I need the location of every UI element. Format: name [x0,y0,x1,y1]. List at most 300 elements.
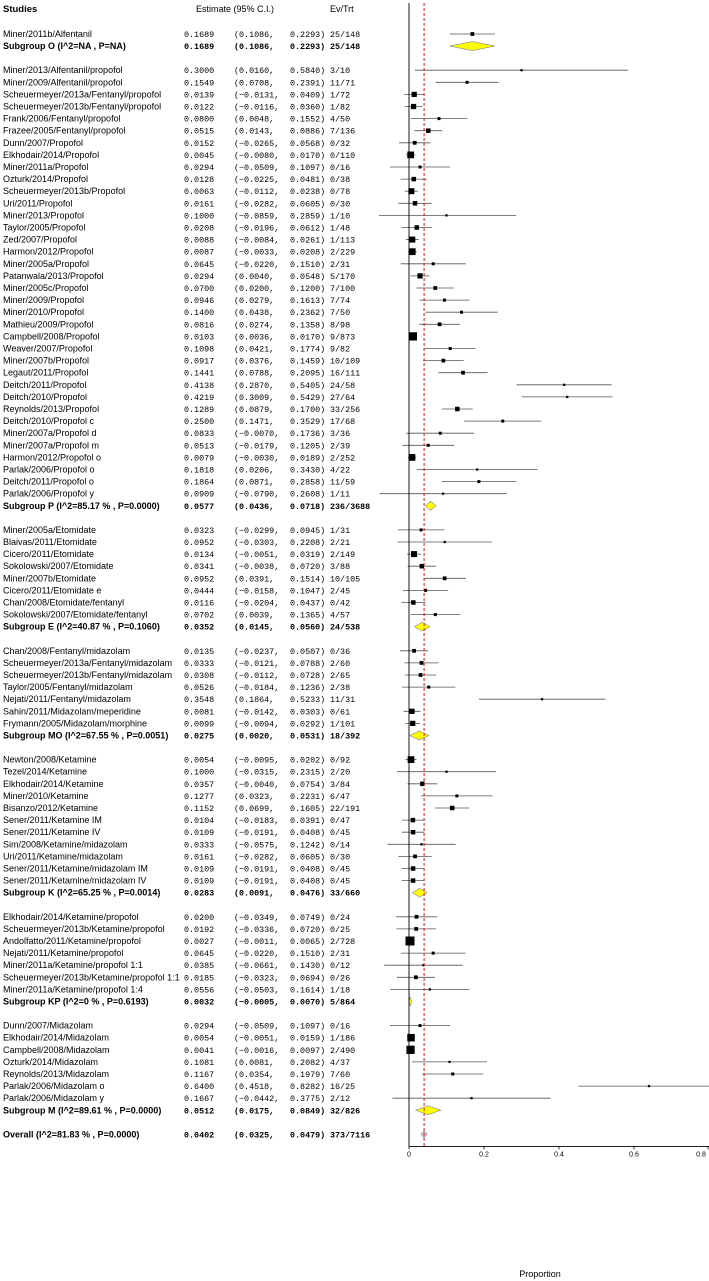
ci-upper-value: 0.0886) [290,126,326,137]
estimate-value: 0.1277 [184,791,215,802]
study-label: Legaut/2011/Propofol [3,367,89,378]
ci-lower-value: (0.0871, [234,477,275,488]
study-row [3,271,355,282]
study-row [3,827,350,838]
ci-upper-value: 0.3529) [290,417,326,428]
estimate-value: 0.0341 [184,562,215,573]
ci-lower-value: (−0.0179, [234,441,280,452]
ci-upper-value: 0.0408) [290,828,326,839]
study-row [3,537,350,548]
events-over-total: 7/136 [330,126,356,137]
ci-lower-value: (−0.0575, [234,840,280,851]
ci-lower-value: (0.0788, [234,368,275,379]
ci-upper-value: 0.0170) [290,150,326,161]
estimate-value: 0.0054 [184,1033,215,1044]
point-estimate-square [450,806,455,811]
ci-lower-value: (0.2870, [234,380,275,391]
estimate-value: 0.0275 [184,731,215,742]
events-over-total: 0/45 [330,876,351,887]
study-row [3,138,350,149]
estimate-value: 0.0402 [184,1130,215,1141]
ci-lower-value: (0.0081, [234,1057,275,1068]
point-estimate-square [417,273,422,278]
events-over-total: 1/72 [330,90,351,101]
estimate-value: 0.0513 [184,441,215,452]
estimate-value: 0.1864 [184,477,215,488]
ci-lower-value: (0.0354, [234,1070,275,1080]
ci-upper-value: 0.0261) [290,235,326,246]
estimate-value: 0.1000 [184,211,215,222]
ci-upper-value: 0.0476) [290,888,326,899]
estimate-value: 0.0192 [184,924,215,935]
events-over-total: 33/256 [330,405,361,415]
ci-upper-value: 0.2293) [290,30,326,40]
study-label: Sener/2011/Ketamine/midazolam IM [3,863,148,874]
study-row [3,356,360,367]
events-over-total: 22/191 [330,804,361,814]
events-over-total: 2/12 [330,1094,351,1105]
ci-lower-value: (0.0160, [234,66,275,77]
study-row [3,126,355,137]
header-evtrt: Ev/Trt [330,4,354,14]
study-row [3,283,355,294]
ci-upper-value: 0.1514) [290,574,326,585]
point-estimate-square [427,444,430,447]
ci-lower-value: (−0.0237, [234,646,280,657]
ci-lower-value: (0.0699, [234,804,275,814]
ci-upper-value: 0.1097) [290,1021,326,1032]
study-row [3,452,355,463]
study-row [3,198,350,209]
estimate-value: 0.0032 [184,997,215,1008]
ci-lower-value: (0.0143, [234,126,275,137]
study-label: Scheuermeyer/2013a/Fentanyl/midazolam [3,657,173,668]
ci-upper-value: 0.2859) [290,211,326,222]
point-estimate-square [413,141,417,145]
study-label: Cicero/2011/Etomidate e [3,585,102,596]
study-label: Miner/2007a/Propofol m [3,440,100,451]
study-label: Elkhodair/2014/Midazolam [3,1032,110,1043]
study-row [3,235,355,246]
ci-upper-value: 0.0560) [290,622,326,633]
ci-lower-value: (−0.0040, [234,779,280,790]
events-over-total: 2/39 [330,441,351,452]
estimate-value: 0.1167 [184,1070,215,1080]
study-label: Campbell/2008/Midazolam [3,1044,110,1055]
estimate-value: 0.6400 [184,1082,215,1093]
study-label: Miner/2010/Propofol [3,307,85,318]
study-row [3,1045,355,1056]
estimate-value: 0.1152 [184,804,215,814]
estimate-value: 0.0185 [184,973,215,984]
study-label: Ozturk/2014/Midazolam [3,1056,99,1067]
events-over-total: 2/31 [330,259,351,270]
x-tick-label: 0.6 [629,1151,639,1159]
point-estimate-square [420,843,422,845]
estimate-value: 0.0385 [184,961,215,972]
ci-lower-value: (−0.0011, [234,937,280,947]
study-row [3,779,350,790]
point-estimate-square [455,407,460,412]
estimate-value: 0.0109 [184,828,215,839]
events-over-total: 4/57 [330,610,351,621]
study-label: Miner/2009/Propofol [3,295,85,306]
study-row [3,706,350,717]
ci-lower-value: (0.0040, [234,271,275,282]
ci-upper-value: 0.1047) [290,586,326,597]
point-estimate-square [409,709,414,714]
study-label: Subgroup M (I^2=89.61 % , P=0.0000) [3,1105,162,1116]
events-over-total: 0/45 [330,864,351,875]
ci-upper-value: 0.0548) [290,271,326,282]
point-estimate-square [432,952,435,955]
study-row [3,598,350,609]
events-over-total: 0/12 [330,961,351,972]
ci-upper-value: 0.2391) [290,78,326,89]
header-studies: Studies [3,4,38,15]
study-row [3,174,350,185]
point-estimate-square [409,332,417,340]
events-over-total: 2/60 [330,658,351,669]
estimate-value: 0.0946 [184,296,215,307]
ci-upper-value: 0.0481) [290,175,326,186]
summary-diamond [450,42,495,51]
ci-upper-value: 0.1242) [290,840,326,851]
point-estimate-square [466,81,469,84]
ci-upper-value: 0.1510) [290,949,326,960]
ci-lower-value: (−0.0070, [234,429,280,440]
estimate-value: 0.0952 [184,574,215,585]
study-label: Miner/2011a/Ketamine/propofol 1:4 [3,984,143,995]
summary-diamond [410,731,429,740]
ci-lower-value: (−0.0191, [234,876,280,887]
study-row [3,585,350,596]
point-estimate-square [461,371,465,375]
estimate-value: 0.0444 [184,586,215,597]
estimate-value: 0.1098 [184,344,215,355]
events-over-total: 3/88 [330,562,351,573]
study-row [3,755,350,766]
estimate-value: 0.0833 [184,429,215,440]
study-row [3,791,350,802]
ci-lower-value: (−0.0183, [234,816,280,827]
events-over-total: 1/186 [330,1033,356,1044]
study-row [3,682,350,693]
study-label: Frymann/2005/Midazolam/morphine [3,718,148,729]
study-row [3,864,350,875]
ci-lower-value: (−0.0220, [234,259,280,270]
ci-upper-value: 0.0070) [290,997,326,1008]
ci-lower-value: (−0.0303, [234,538,280,548]
point-estimate-square [419,673,423,677]
estimate-value: 0.0333 [184,658,215,669]
estimate-value: 0.4138 [184,380,215,391]
study-row [3,1033,355,1044]
overall-summary-row [3,1129,370,1140]
events-over-total: 0/16 [330,163,351,173]
x-tick-label: 0.2 [479,1151,489,1159]
ci-lower-value: (−0.0509, [234,163,280,173]
estimate-value: 0.0109 [184,876,215,887]
point-estimate-square [426,128,431,133]
events-over-total: 0/61 [330,707,351,718]
estimate-value: 0.0515 [184,126,215,137]
study-label: Miner/2013/Propofol [3,210,85,221]
estimate-value: 0.0135 [184,646,215,657]
point-estimate-square [433,286,437,290]
events-over-total: 1/11 [330,489,351,500]
estimate-value: 0.0816 [184,320,215,331]
study-row [3,380,355,391]
study-label: Parlak/2006/Propofol o [3,464,95,475]
ci-lower-value: (0.0323, [234,791,275,802]
ci-upper-value: 0.8282) [290,1082,326,1093]
ci-lower-value: (−0.0661, [234,961,280,972]
events-over-total: 10/109 [330,356,361,367]
study-row [3,948,350,959]
study-row [3,368,360,379]
ci-upper-value: 0.2082) [290,1057,326,1068]
point-estimate-square [412,177,417,182]
estimate-value: 0.0063 [184,187,215,198]
study-row [3,972,350,983]
events-over-total: 2/728 [330,937,356,947]
study-row [3,150,355,161]
study-row [3,561,350,572]
ci-upper-value: 0.0170) [290,332,326,343]
study-label: Miner/2009/Alfentanil/propofol [3,77,123,88]
study-row [3,344,350,355]
ci-lower-value: (−0.0349, [234,912,280,923]
events-over-total: 1/101 [330,719,356,730]
estimate-value: 0.1441 [184,368,215,379]
ci-lower-value: (−0.0196, [234,223,280,234]
ci-upper-value: 0.0319) [290,550,326,561]
estimate-value: 0.0917 [184,356,215,367]
ci-lower-value: (−0.0503, [234,985,280,996]
ci-lower-value: (−0.0131, [234,90,280,101]
ci-lower-value: (−0.0299, [234,525,280,536]
ci-lower-value: (0.3009, [234,392,275,403]
point-estimate-square [520,69,522,71]
study-label: Harmon/2012/Propofol o [3,452,102,463]
ci-upper-value: 0.1236) [290,683,326,694]
ci-lower-value: (0.0279, [234,296,275,307]
ci-upper-value: 0.1365) [290,610,326,621]
study-label: Taylor/2005/Fentanyl/midazolam [3,682,133,693]
study-row [3,489,350,500]
study-label: Sokolowski/2007/Etomidate/fentanyl [3,609,148,620]
estimate-value: 0.1000 [184,767,215,778]
point-estimate-square [411,104,416,109]
ci-upper-value: 0.0408) [290,876,326,887]
study-label: Harmon/2012/Propofol [3,246,94,257]
ci-upper-value: 0.2315) [290,767,326,778]
estimate-value: 0.0323 [184,525,215,536]
point-estimate-square [501,420,504,423]
ci-lower-value: (0.0708, [234,78,275,89]
events-over-total: 18/392 [330,731,361,742]
events-over-total: 2/229 [330,247,356,258]
estimate-value: 0.1689 [184,42,215,53]
study-label: Bisanzo/2012/Ketamine [3,803,99,813]
study-row [3,670,350,681]
estimate-value: 0.2500 [184,417,215,428]
events-over-total: 0/78 [330,187,351,198]
events-over-total: 0/25 [330,924,351,935]
ci-lower-value: (−0.0282, [234,852,280,863]
ci-upper-value: 0.0408) [290,864,326,875]
ci-upper-value: 0.1979) [290,1070,326,1080]
ci-lower-value: (−0.0016, [234,1045,280,1056]
estimate-value: 0.0081 [184,707,215,718]
point-estimate-square [476,468,478,470]
events-over-total: 2/65 [330,671,351,681]
study-row [3,525,350,536]
ci-lower-value: (0.0274, [234,320,275,331]
study-label: Newton/2008/Ketamine [3,754,97,765]
ci-upper-value: 0.5429) [290,392,326,403]
study-row [3,210,350,221]
estimate-value: 0.0122 [184,102,215,113]
point-estimate-square [442,493,444,495]
ci-lower-value: (0.0175, [234,1106,275,1117]
point-estimate-square [444,541,446,543]
study-label: Scheuermeyer/2013b/Ketamine/propofol 1:1 [3,972,180,983]
events-over-total: 2/149 [330,550,356,561]
point-estimate-square [443,299,446,302]
ci-upper-value: 0.2858) [290,477,326,488]
events-over-total: 2/21 [330,538,351,548]
point-estimate-square [412,92,417,97]
estimate-value: 0.0283 [184,888,215,899]
events-over-total: 1/18 [330,985,351,996]
study-row [3,924,350,935]
ci-lower-value: (−0.0184, [234,683,280,694]
ci-upper-value: 0.1459) [290,356,326,367]
ci-upper-value: 0.0437) [290,598,326,609]
study-label: Elkhodair/2014/Propofol [3,149,100,160]
events-over-total: 0/32 [330,138,351,149]
ci-upper-value: 0.1097) [290,163,326,173]
study-row [3,259,350,270]
study-label: Sokolowski/2007/Etomidate [3,561,114,572]
study-label: Weaver/2007/Propofol [3,343,93,354]
study-row [3,573,360,584]
estimate-value: 0.0208 [184,223,215,234]
point-estimate-square [411,866,416,871]
events-over-total: 2/490 [330,1045,356,1056]
ci-lower-value: (0.1471, [234,417,275,428]
study-row [3,404,360,415]
study-row [3,912,350,923]
study-row [3,718,355,729]
ci-upper-value: 0.0292) [290,719,326,730]
ci-lower-value: (−0.0442, [234,1094,280,1105]
estimate-value: 0.0134 [184,550,215,561]
estimate-value: 0.0294 [184,163,215,173]
study-label: Frank/2006/Fentanyl/propofol [3,113,121,124]
events-over-total: 33/660 [330,888,361,899]
events-over-total: 4/50 [330,114,351,125]
study-label: Tezel/2014/Ketamine [3,766,88,777]
ci-lower-value: (−0.0191, [234,864,280,875]
study-row [3,428,350,439]
ci-upper-value: 0.5233) [290,695,326,706]
point-estimate-square [445,771,447,773]
ci-lower-value: (−0.0080, [234,150,280,161]
point-estimate-square [563,384,565,386]
events-over-total: 0/92 [330,755,351,766]
events-over-total: 1/10 [330,211,351,222]
estimate-value: 0.0577 [184,501,215,512]
ci-upper-value: 0.0189) [290,453,326,464]
study-label: Elkhodair/2014/Ketamine [3,778,104,789]
ci-lower-value: (0.0206, [234,465,275,476]
ci-upper-value: 0.0749) [290,912,326,923]
study-row [3,416,355,427]
subgroup-summary-row [3,41,360,52]
study-row [3,65,350,76]
estimate-value: 0.0200 [184,912,215,923]
ci-lower-value: (0.1086, [234,42,275,53]
events-over-total: 0/42 [330,598,351,609]
ci-upper-value: 0.0605) [290,199,326,210]
estimate-value: 0.0352 [184,622,215,633]
study-label: Campbell/2008/Propofol [3,331,100,342]
events-over-total: 1/48 [330,223,351,234]
study-label: Miner/2011a/Propofol [3,162,89,172]
events-over-total: 7/50 [330,308,351,319]
study-row [3,114,350,125]
study-label: Cicero/2011/Etomidate [3,549,94,560]
events-over-total: 0/38 [330,175,351,186]
ci-upper-value: 0.3430) [290,465,326,476]
ci-upper-value: 0.0849) [290,1106,326,1117]
study-label: Scheuermeyer/2013b/Propofol [3,186,126,197]
ci-upper-value: 0.0097) [290,1045,326,1056]
estimate-value: 0.1689 [184,30,215,40]
study-row [3,839,350,850]
events-over-total: 1/113 [330,235,356,246]
study-row [3,186,350,197]
point-estimate-square [448,1061,450,1063]
subgroup-summary-row [3,731,360,742]
events-over-total: 25/148 [330,30,361,40]
estimate-value: 0.0087 [184,247,215,258]
study-row [3,477,355,488]
estimate-value: 0.0308 [184,671,215,681]
estimate-value: 0.0512 [184,1106,215,1117]
ci-upper-value: 0.1200) [290,284,326,294]
ci-upper-value: 0.1700) [290,405,326,415]
study-label: Taylor/2005/Propofol [3,222,86,233]
point-estimate-square [449,347,452,350]
point-estimate-square [413,201,418,206]
events-over-total: 3/36 [330,429,351,440]
ci-upper-value: 0.0945) [290,525,326,536]
point-estimate-square [407,1034,415,1042]
events-over-total: 0/30 [330,199,351,210]
point-estimate-square [420,564,425,569]
events-over-total: 4/22 [330,465,351,476]
point-estimate-square [419,1024,422,1027]
study-row [3,767,350,778]
ci-upper-value: 0.0694) [290,973,326,984]
point-estimate-square [420,528,423,531]
point-estimate-square [477,480,480,483]
point-estimate-square [470,32,474,36]
